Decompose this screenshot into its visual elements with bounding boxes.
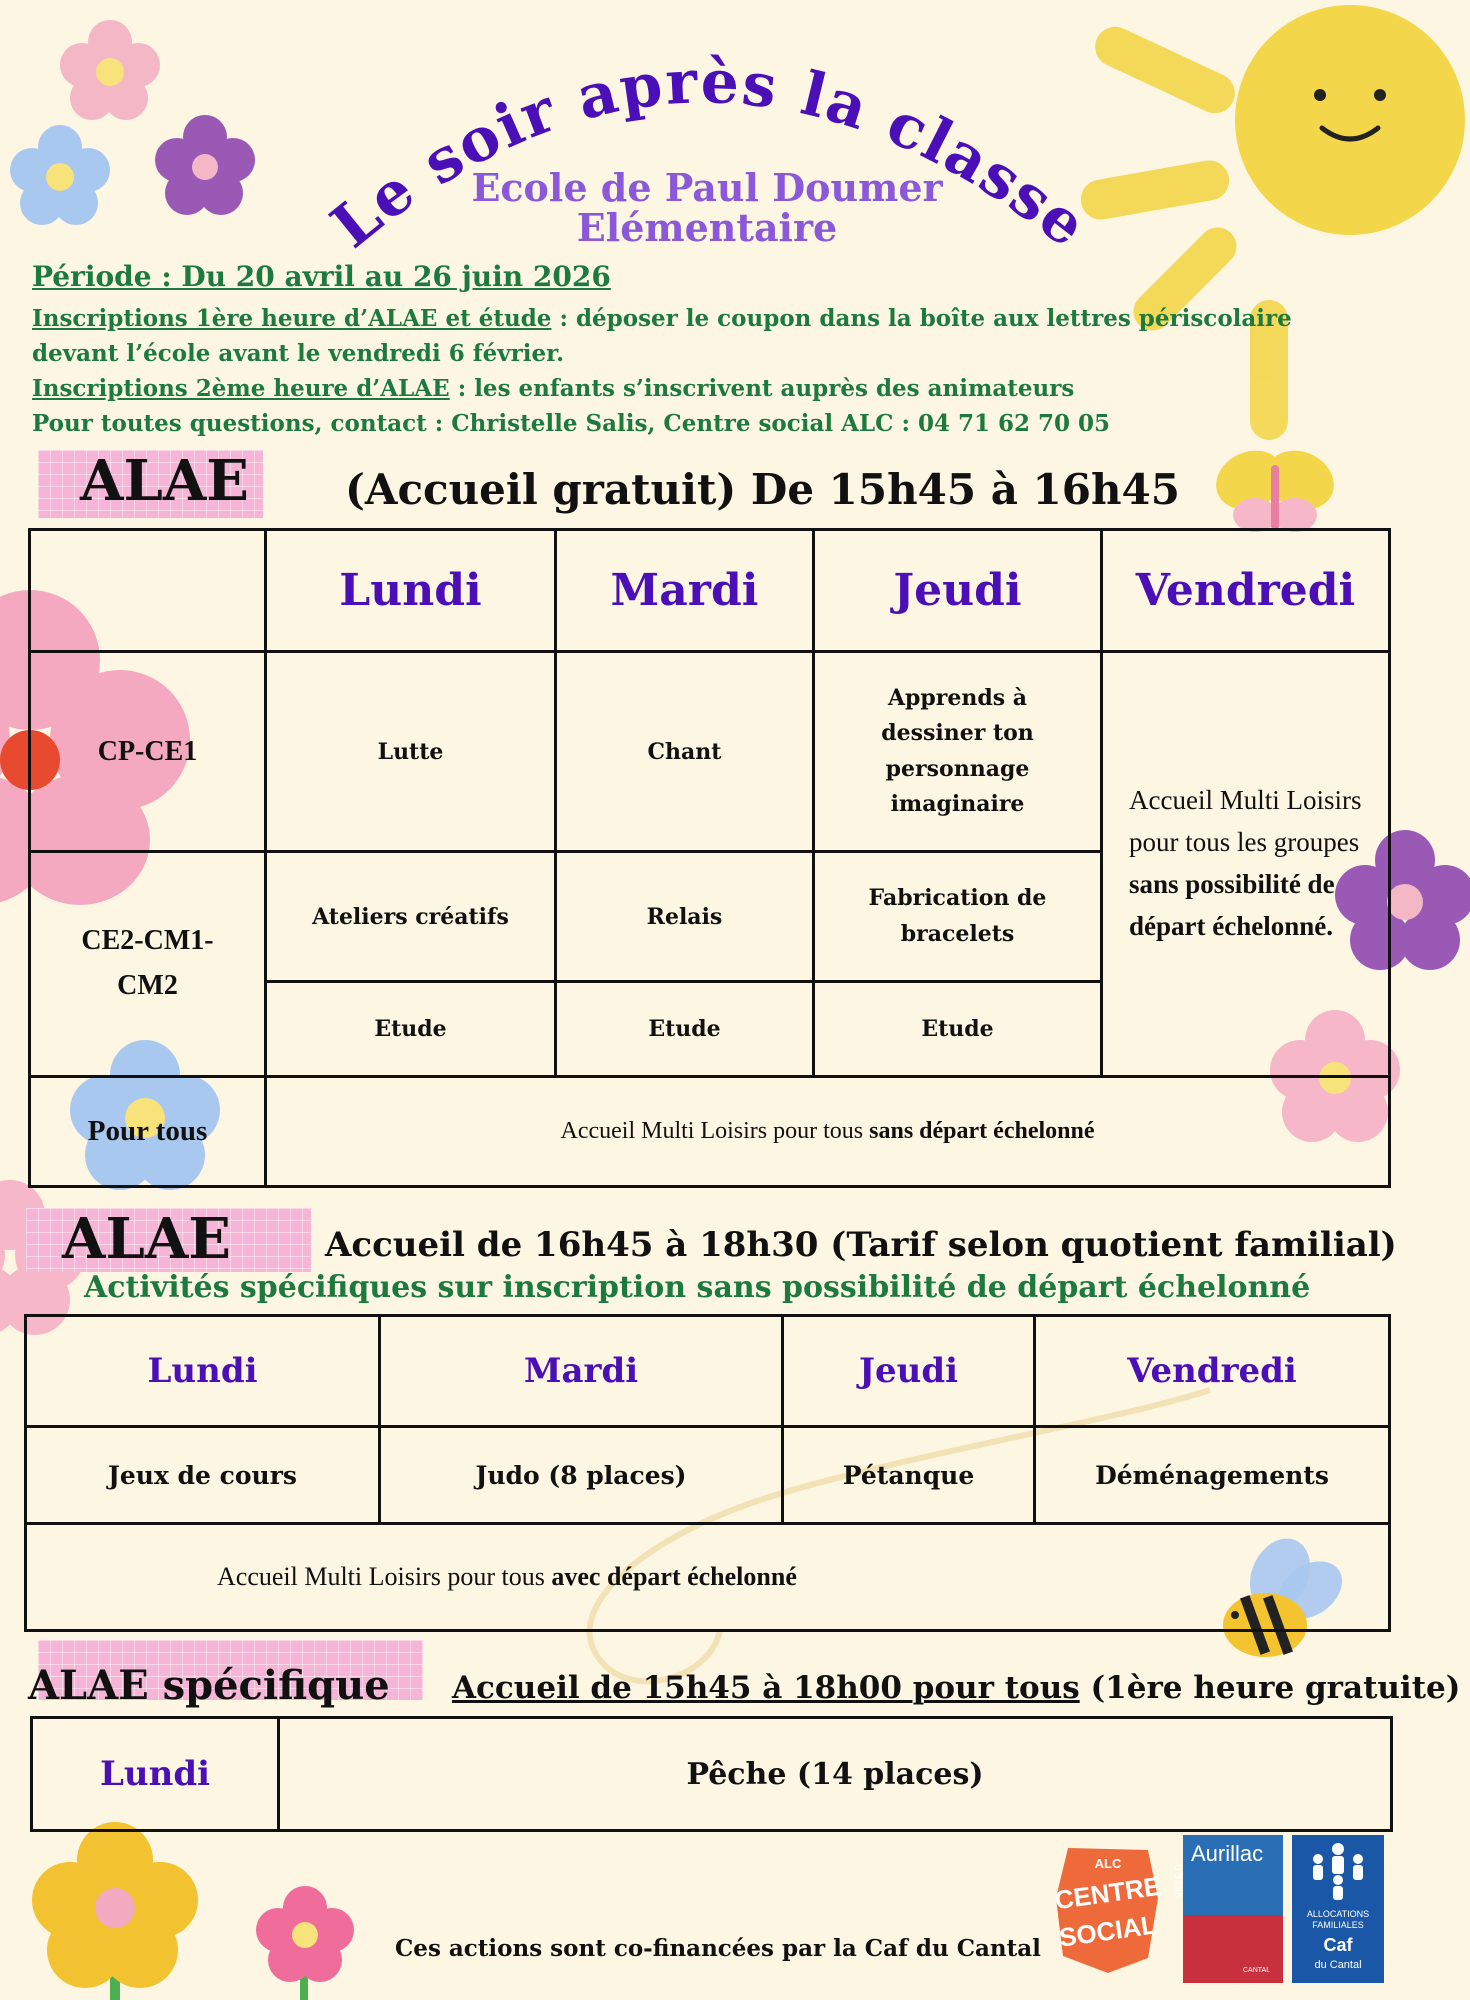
contact-line: Pour toutes questions, contact : Christelle Salis, Centre social ALC : 04 71 62 70 05: [32, 410, 1111, 437]
logo3-line2: FAMILIALES: [1312, 1920, 1364, 1930]
table2-day-jeudi: Jeudi: [783, 1316, 1035, 1427]
table2-day-mardi: Mardi: [380, 1316, 783, 1427]
inscription1-text: : déposer le coupon dans la boîte aux lettres périscolaire: [551, 305, 1292, 332]
activity-cell: Lutte: [266, 652, 556, 852]
alae-table-2: [24, 1314, 1391, 1632]
caf-logo: [1292, 1835, 1384, 1983]
section1-tag: ALAE: [80, 448, 249, 514]
caf-family-icon: [1292, 1835, 1384, 1905]
flower-pink-small-icon: [60, 20, 160, 120]
section2-subtitle2: Activités spécifiques sur inscription sans possibilité de départ échelonné: [84, 1270, 1311, 1305]
activity-cell: Jeux de cours: [26, 1427, 380, 1524]
logo1-top: ALC: [1094, 1856, 1122, 1871]
section3-subtitle-rest: (1ère heure gratuite): [1079, 1670, 1461, 1706]
aurillac-logo: [1173, 1835, 1283, 1983]
activity-cell: Apprends à dessiner ton personnage imaginaire: [814, 652, 1102, 852]
etude-cell: Etude: [266, 982, 556, 1077]
section2-tag: ALAE: [62, 1206, 231, 1272]
table1-day-jeudi: Jeudi: [814, 530, 1102, 652]
table3-activity: Pêche (14 places): [279, 1718, 1392, 1831]
logo1-line2: SOCIAL: [1057, 1909, 1159, 1953]
table2-day-lundi: Lundi: [26, 1316, 380, 1427]
alae-table-1: [28, 528, 1391, 1188]
inscription1-label: Inscriptions 1ère heure d’ALAE et étude: [32, 305, 552, 332]
logo3-line1: ALLOCATIONS: [1306, 1909, 1370, 1919]
logo3-sub: du Cantal: [1314, 1959, 1362, 1971]
alae-table-3: [30, 1716, 1393, 1832]
table1-day-mardi: Mardi: [556, 530, 814, 652]
period-line: [32, 260, 611, 293]
period-text: Période : Du 20 avril au 26 juin 2026: [32, 260, 611, 293]
logo3-caf: Caf: [1323, 1935, 1353, 1955]
table3-day-lundi: Lundi: [32, 1718, 279, 1831]
activity-cell: Déménagements: [1035, 1427, 1390, 1524]
row-label-ce2-text: CE2-CM1-CM2: [81, 925, 214, 1001]
section3-subtitle-underlined: Accueil de 15h45 à 18h00 pour tous: [452, 1670, 1080, 1706]
pour-tous-cell: [266, 1077, 1390, 1187]
activity-cell: Chant: [556, 652, 814, 852]
butterfly-icon: [1210, 440, 1340, 540]
table2-all-bold-text: avec départ échelonné: [551, 1561, 797, 1591]
section3-tag: ALAE spécifique: [28, 1662, 390, 1709]
table2-all-cell: [26, 1523, 1390, 1630]
flower-pink-bottom-icon: [250, 1880, 360, 2000]
svg-text:Le soir après la classe: Le soir après la classe: [318, 47, 1100, 263]
pour-tous-bold-text: sans départ échelonné: [869, 1118, 1095, 1144]
section2-subtitle: Accueil de 16h45 à 18h30 (Tarif selon quotient familial): [325, 1225, 1397, 1265]
activity-cell: Judo (8 places): [380, 1427, 783, 1524]
school-level: Elémentaire: [576, 205, 838, 250]
section3-subtitle: [452, 1670, 1460, 1706]
logo2-bottom: CANTAL: [1243, 1967, 1271, 1974]
school-name: Ecole de Paul Doumer: [471, 165, 943, 210]
inscription2-line: [32, 375, 1074, 402]
friday-cell: [1102, 652, 1390, 1077]
footer-text: Ces actions sont co-financées par la Caf du Cantal: [395, 1935, 1041, 1962]
logo2-side: VILLE D': [1173, 1862, 1184, 1898]
table2-day-vendredi: Vendredi: [1035, 1316, 1390, 1427]
section1-subtitle: (Accueil gratuit) De 15h45 à 16h45: [345, 465, 1180, 514]
table1-corner-cell: [30, 530, 266, 652]
inscription2-label: Inscriptions 2ème heure d’ALAE: [32, 375, 450, 402]
row-label-cp-ce1: CP-CE1: [30, 652, 266, 852]
row-label-ce2-cm1-cm2: [30, 852, 266, 1077]
inscription2-text: : les enfants s’inscrivent auprès des animateurs: [449, 375, 1075, 402]
activity-cell: Fabrication de bracelets: [814, 852, 1102, 982]
logo2-name: Aurillac: [1191, 1841, 1264, 1866]
friday-text: Accueil Multi Loisirs pour tous les groupes: [1129, 785, 1362, 858]
table2-all-text: Accueil Multi Loisirs pour tous: [217, 1561, 552, 1591]
inscription1-line: [32, 305, 1292, 332]
pour-tous-text: Accueil Multi Loisirs pour tous: [560, 1118, 870, 1144]
flower-yellow-bottom-icon: [30, 1820, 200, 2000]
row-label-pour-tous: Pour tous: [30, 1077, 266, 1187]
table1-day-lundi: Lundi: [266, 530, 556, 652]
inscription1-line2: devant l’école avant le vendredi 6 février.: [32, 340, 565, 367]
activity-cell: Ateliers créatifs: [266, 852, 556, 982]
activity-cell: Relais: [556, 852, 814, 982]
etude-cell: Etude: [556, 982, 814, 1077]
etude-cell: Etude: [814, 982, 1102, 1077]
activity-cell: Pétanque: [783, 1427, 1035, 1524]
logo1-line1: CENTRE: [1052, 1870, 1163, 1916]
centre-social-logo: [1048, 1838, 1168, 1978]
table1-day-vendredi: Vendredi: [1102, 530, 1390, 652]
friday-bold-text: sans possibilité de départ échelonné.: [1129, 869, 1335, 941]
